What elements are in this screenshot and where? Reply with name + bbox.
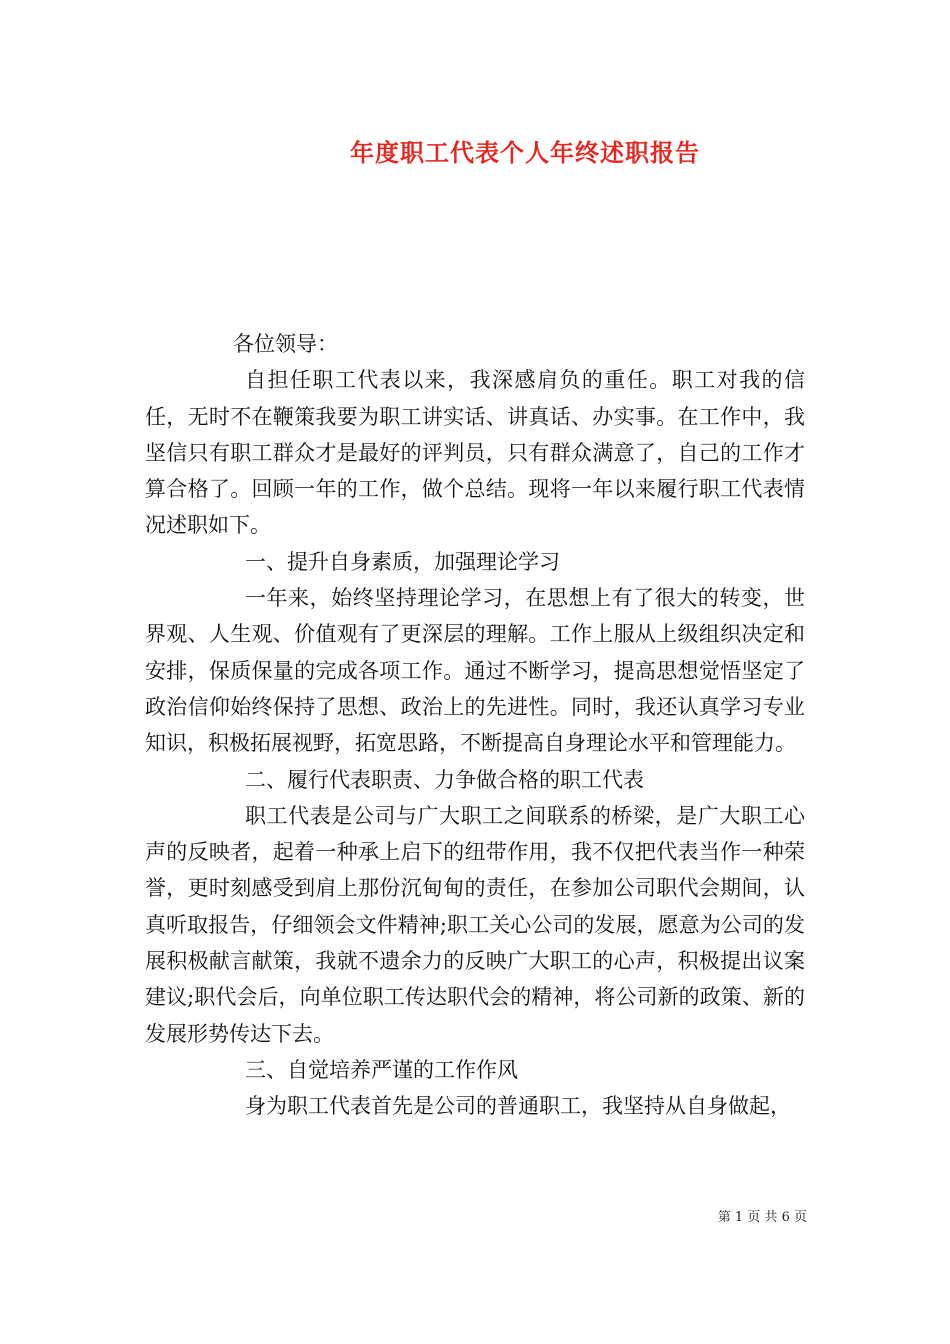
section-heading: 二、履行代表职责、力争做合格的职工代表 — [245, 767, 644, 792]
document-title: 年度职工代表个人年终述职报告 — [350, 138, 700, 167]
footer-suffix: 页 — [793, 1210, 807, 1225]
section-paragraph: 职工代表是公司与广大职工之间联系的桥梁，是广大职工心声的反映者，起着一种承上启下的纽带作用，我不仅把代表当作一种荣誉，更时刻感受到肩上那份沉甸甸的责任，在参加公司职代会期间，认真听取报告，仔细领会文件精神;职工关心公司的发展，愿意为公司的发展积极献言献策，我就不遗余力的反映广大职工的心声，积极提出议案建议;职代会后，向单位职工传达职代会的精神，将公司新的政策、新的发展形势传达下去。 — [145, 803, 805, 1046]
section-heading: 三、自觉培养严谨的工作作风 — [245, 1057, 518, 1082]
footer-middle: 页 共 — [747, 1210, 778, 1225]
section-paragraph: 身为职工代表首先是公司的普通职工，我坚持从自身做起， — [245, 1094, 791, 1119]
footer-prefix: 第 — [717, 1210, 731, 1225]
intro-paragraph: 自担任职工代表以来，我深感肩负的重任。职工对我的信任，无时不在鞭策我要为职工讲实话、讲真话、办实事。在工作中，我坚信只有职工群众才是最好的评判员，只有群众满意了，自己的工作才算合格了。回顾一年的工作，做个总结。现将一年以来履行职工代表情况述职如下。 — [145, 368, 805, 538]
document-body — [145, 326, 805, 1125]
footer-current-page: 1 — [734, 1210, 744, 1225]
footer-total-pages: 6 — [781, 1210, 790, 1225]
section-heading: 一、提升自身素质，加强理论学习 — [245, 549, 560, 574]
section-paragraph: 一年来，始终坚持理论学习，在思想上有了很大的转变，世界观、人生观、价值观有了更深层的理解。工作上服从上级组织决定和安排，保质保量的完成各项工作。通过不断学习，提高思想觉悟坚定了政治信仰始终保持了思想、政治上的先进性。同时，我还认真学习专业知识，积极拓展视野，拓宽思路，不断提高自身理论水平和管理能力。 — [145, 586, 805, 756]
salutation: 各位领导： — [233, 332, 338, 356]
page-footer — [718, 1206, 807, 1225]
